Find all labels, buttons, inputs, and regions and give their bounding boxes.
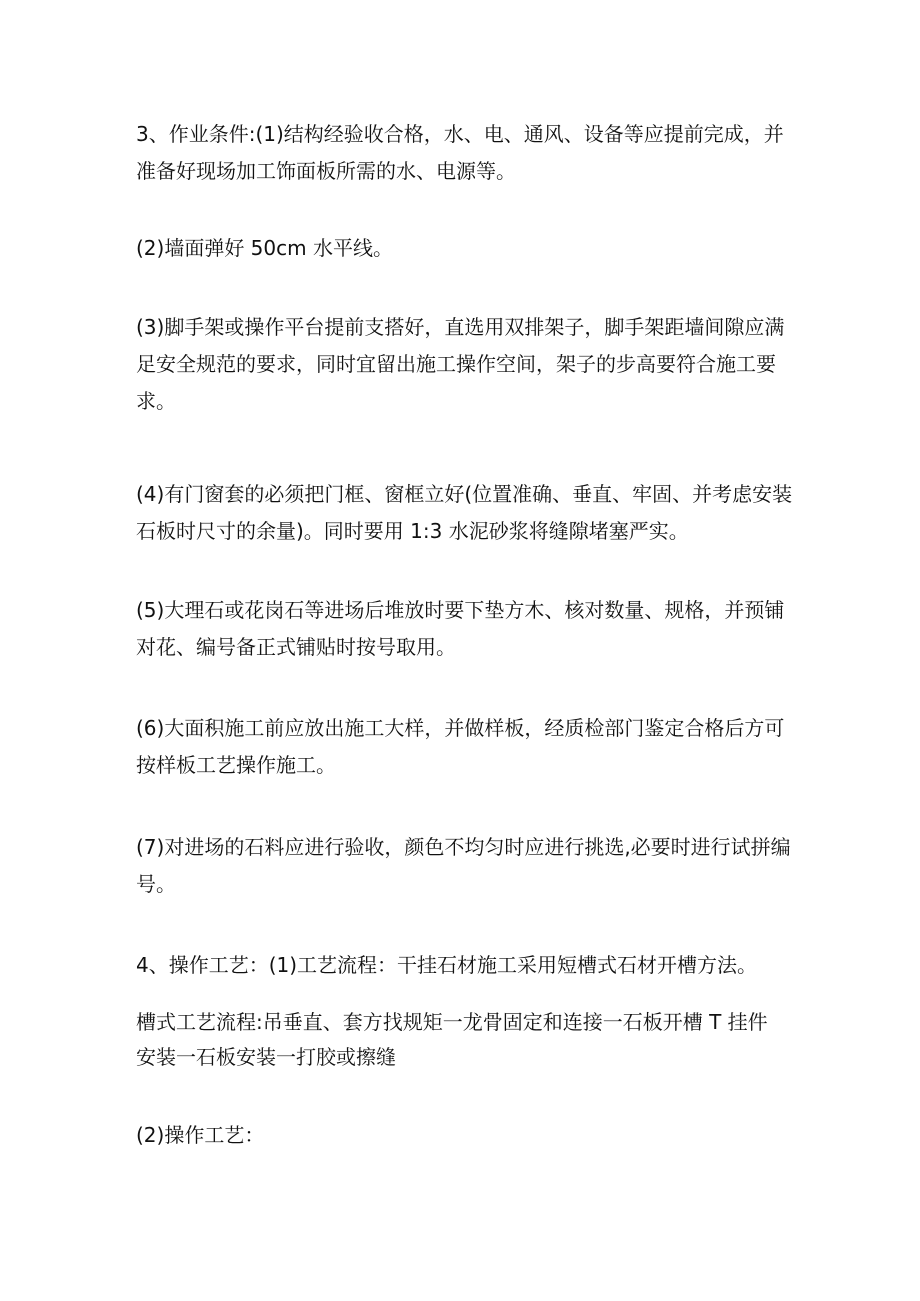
text-line: (3)脚手架或操作平台提前支搭好，直选用双排架子，脚手架距墙间隙应满 xyxy=(136,315,785,339)
paragraph-item-4 xyxy=(136,484,796,541)
text-line: 按样板工艺操作施工。 xyxy=(136,753,336,777)
paragraph-operation-craft xyxy=(136,1125,796,1145)
text-line: 石板时尺寸的余量)。同时要用 1:3 水泥砂浆将缝隙堵塞严实。 xyxy=(136,519,689,543)
text-line: 安装一石板安装一打胶或擦缝 xyxy=(136,1045,396,1069)
paragraph-item-6 xyxy=(136,718,796,775)
text-line: 3、作业条件:(1)结构经验收合格，水、电、通风、设备等应提前完成，并 xyxy=(136,122,784,146)
paragraph-item-5 xyxy=(136,600,796,657)
text-line: (7)对进场的石料应进行验收，颜色不均匀时应进行挑选,必要时进行试拼编 xyxy=(136,835,791,859)
text-line: 号。 xyxy=(136,872,176,896)
text-line: (4)有门窗套的必须把门框、窗框立好(位置准确、垂直、牢固、并考虑安装 xyxy=(136,482,793,506)
paragraph-slot-process-flow xyxy=(136,1012,796,1067)
text-line: (2)墙面弹好 50cm 水平线。 xyxy=(136,236,393,260)
text-line: 足安全规范的要求，同时宜留出施工操作空间，架子的步高要符合施工要 xyxy=(136,352,776,376)
text-line: 槽式工艺流程:吊垂直、套方找规矩一龙骨固定和连接一石板开槽 T 挂件 xyxy=(136,1010,768,1034)
paragraph-item-2 xyxy=(136,238,796,258)
text-line: 求。 xyxy=(136,389,176,413)
text-line: (2)操作工艺： xyxy=(136,1123,265,1147)
paragraph-work-conditions xyxy=(136,124,796,181)
paragraph-operation-process xyxy=(136,955,796,975)
text-line: 准备好现场加工饰面板所需的水、电源等。 xyxy=(136,159,516,183)
text-line: 4、操作工艺：(1)工艺流程：干挂石材施工采用短槽式石材开槽方法。 xyxy=(136,953,758,977)
paragraph-item-3 xyxy=(136,317,796,411)
text-line: (6)大面积施工前应放出施工大样，并做样板，经质检部门鉴定合格后方可 xyxy=(136,716,785,740)
text-line: 对花、编号备正式铺贴时按号取用。 xyxy=(136,635,456,659)
paragraph-item-7 xyxy=(136,837,796,894)
text-line: (5)大理石或花岗石等进场后堆放时要下垫方木、核对数量、规格，并预铺 xyxy=(136,598,785,622)
